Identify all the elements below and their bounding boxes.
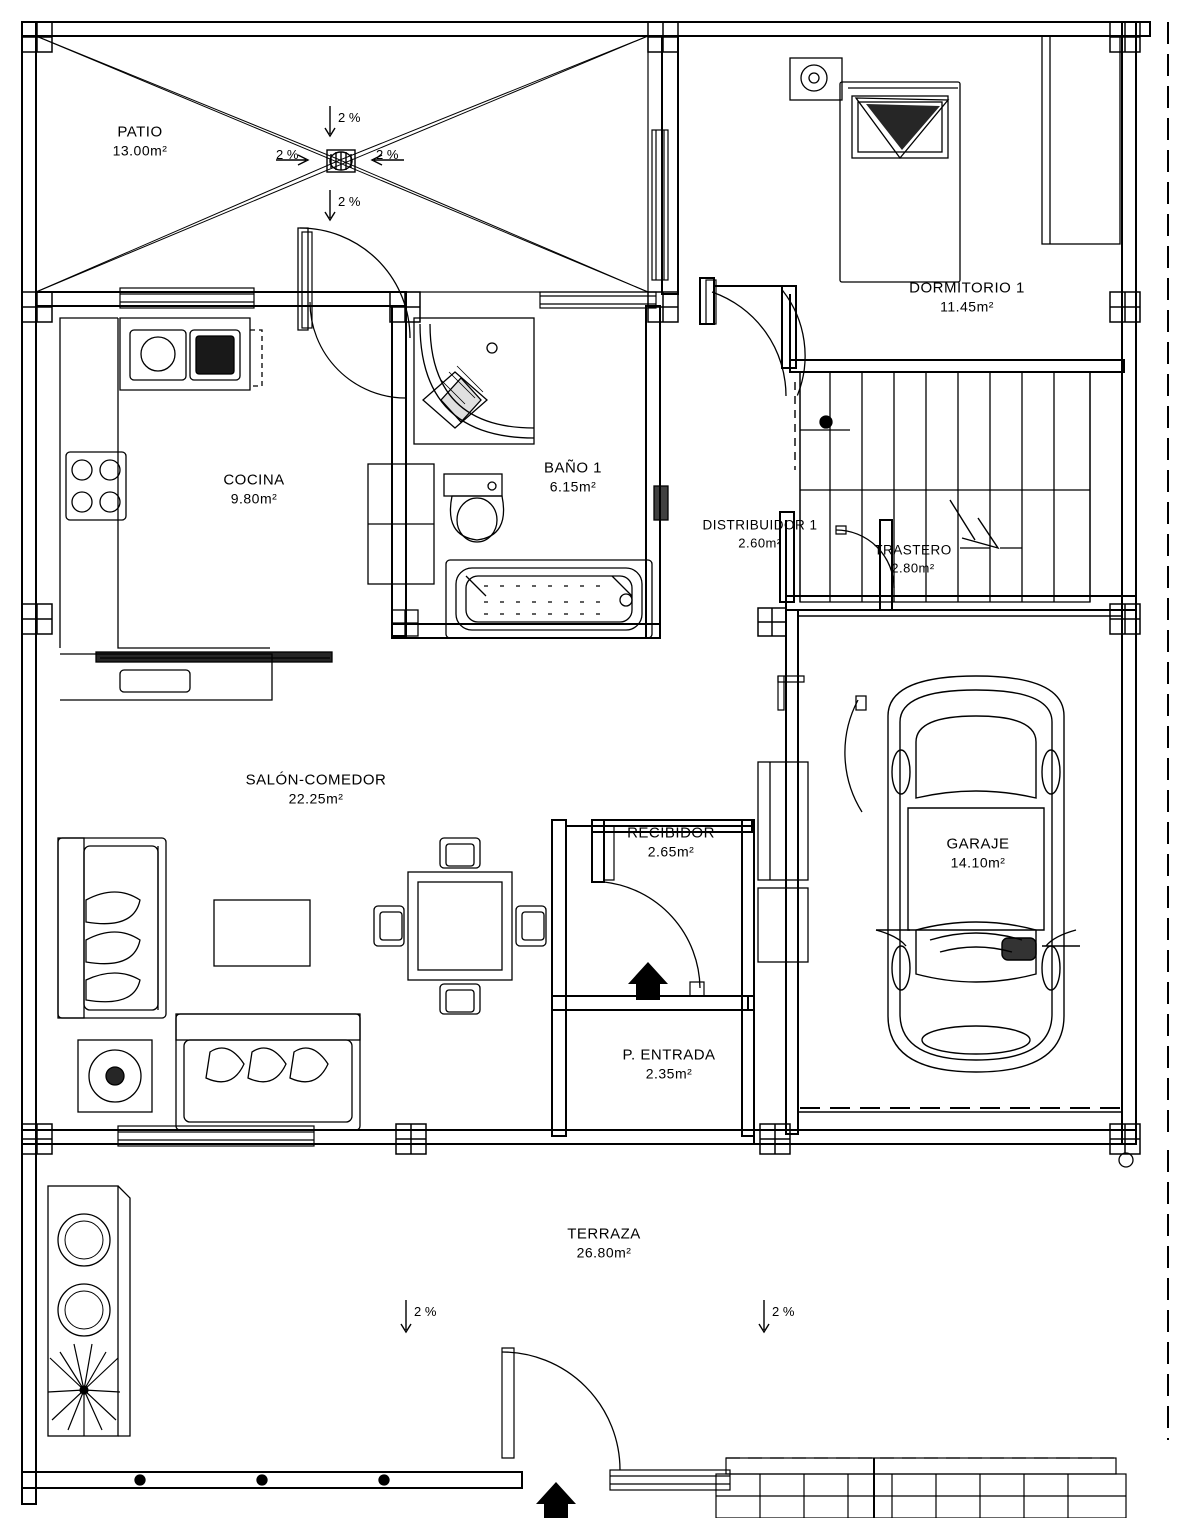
- room-name: PATIO: [117, 123, 163, 141]
- room-label-trastero: [874, 541, 952, 578]
- slope-label-patio-bottom: 2 %: [338, 194, 361, 209]
- room-name: SALÓN-COMEDOR: [245, 771, 387, 789]
- room-area: 22.25m²: [288, 790, 344, 807]
- room-label-patio: [113, 123, 168, 160]
- room-area: 2.80m²: [891, 560, 935, 576]
- room-label-terraza: [567, 1225, 641, 1262]
- room-area: 9.80m²: [230, 490, 278, 507]
- room-area: 13.00m²: [112, 142, 168, 159]
- room-name: RECIBIDOR: [627, 824, 715, 842]
- room-area: 26.80m²: [576, 1244, 632, 1261]
- room-label-distribuidor-1: [702, 516, 817, 553]
- room-name: P. ENTRADA: [622, 1046, 716, 1064]
- room-name: DORMITORIO 1: [909, 279, 1025, 297]
- room-name: COCINA: [223, 471, 285, 489]
- room-area: 11.45m²: [940, 298, 994, 315]
- room-label-garaje: [946, 835, 1009, 872]
- room-name: BAÑO 1: [543, 459, 603, 477]
- slope-label-patio-right: 2 %: [376, 147, 399, 162]
- room-area: 14.10m²: [950, 854, 1006, 871]
- room-label-p-entrada: [622, 1046, 715, 1083]
- room-area: 2.65m²: [647, 843, 695, 860]
- slope-label-terraza-right: 2 %: [772, 1304, 795, 1319]
- slope-label-terraza-left: 2 %: [414, 1304, 437, 1319]
- slope-label-patio-left: 2 %: [276, 147, 299, 162]
- room-label-dormitorio-1: [909, 279, 1025, 316]
- slope-label-patio-top: 2 %: [338, 110, 361, 125]
- room-label-cocina: [223, 471, 284, 508]
- room-label-salon-comedor: [246, 771, 387, 808]
- room-name: TRASTERO: [874, 542, 952, 558]
- room-name: DISTRIBUIDOR 1: [702, 517, 818, 533]
- room-name: TERRAZA: [567, 1225, 641, 1243]
- room-label-bano-1: [544, 459, 602, 496]
- room-area: 6.15m²: [549, 478, 597, 495]
- room-area: 2.35m²: [645, 1065, 693, 1082]
- room-name: GARAJE: [946, 835, 1010, 853]
- room-label-recibidor: [627, 824, 715, 861]
- room-area: 2.60m²: [738, 535, 782, 551]
